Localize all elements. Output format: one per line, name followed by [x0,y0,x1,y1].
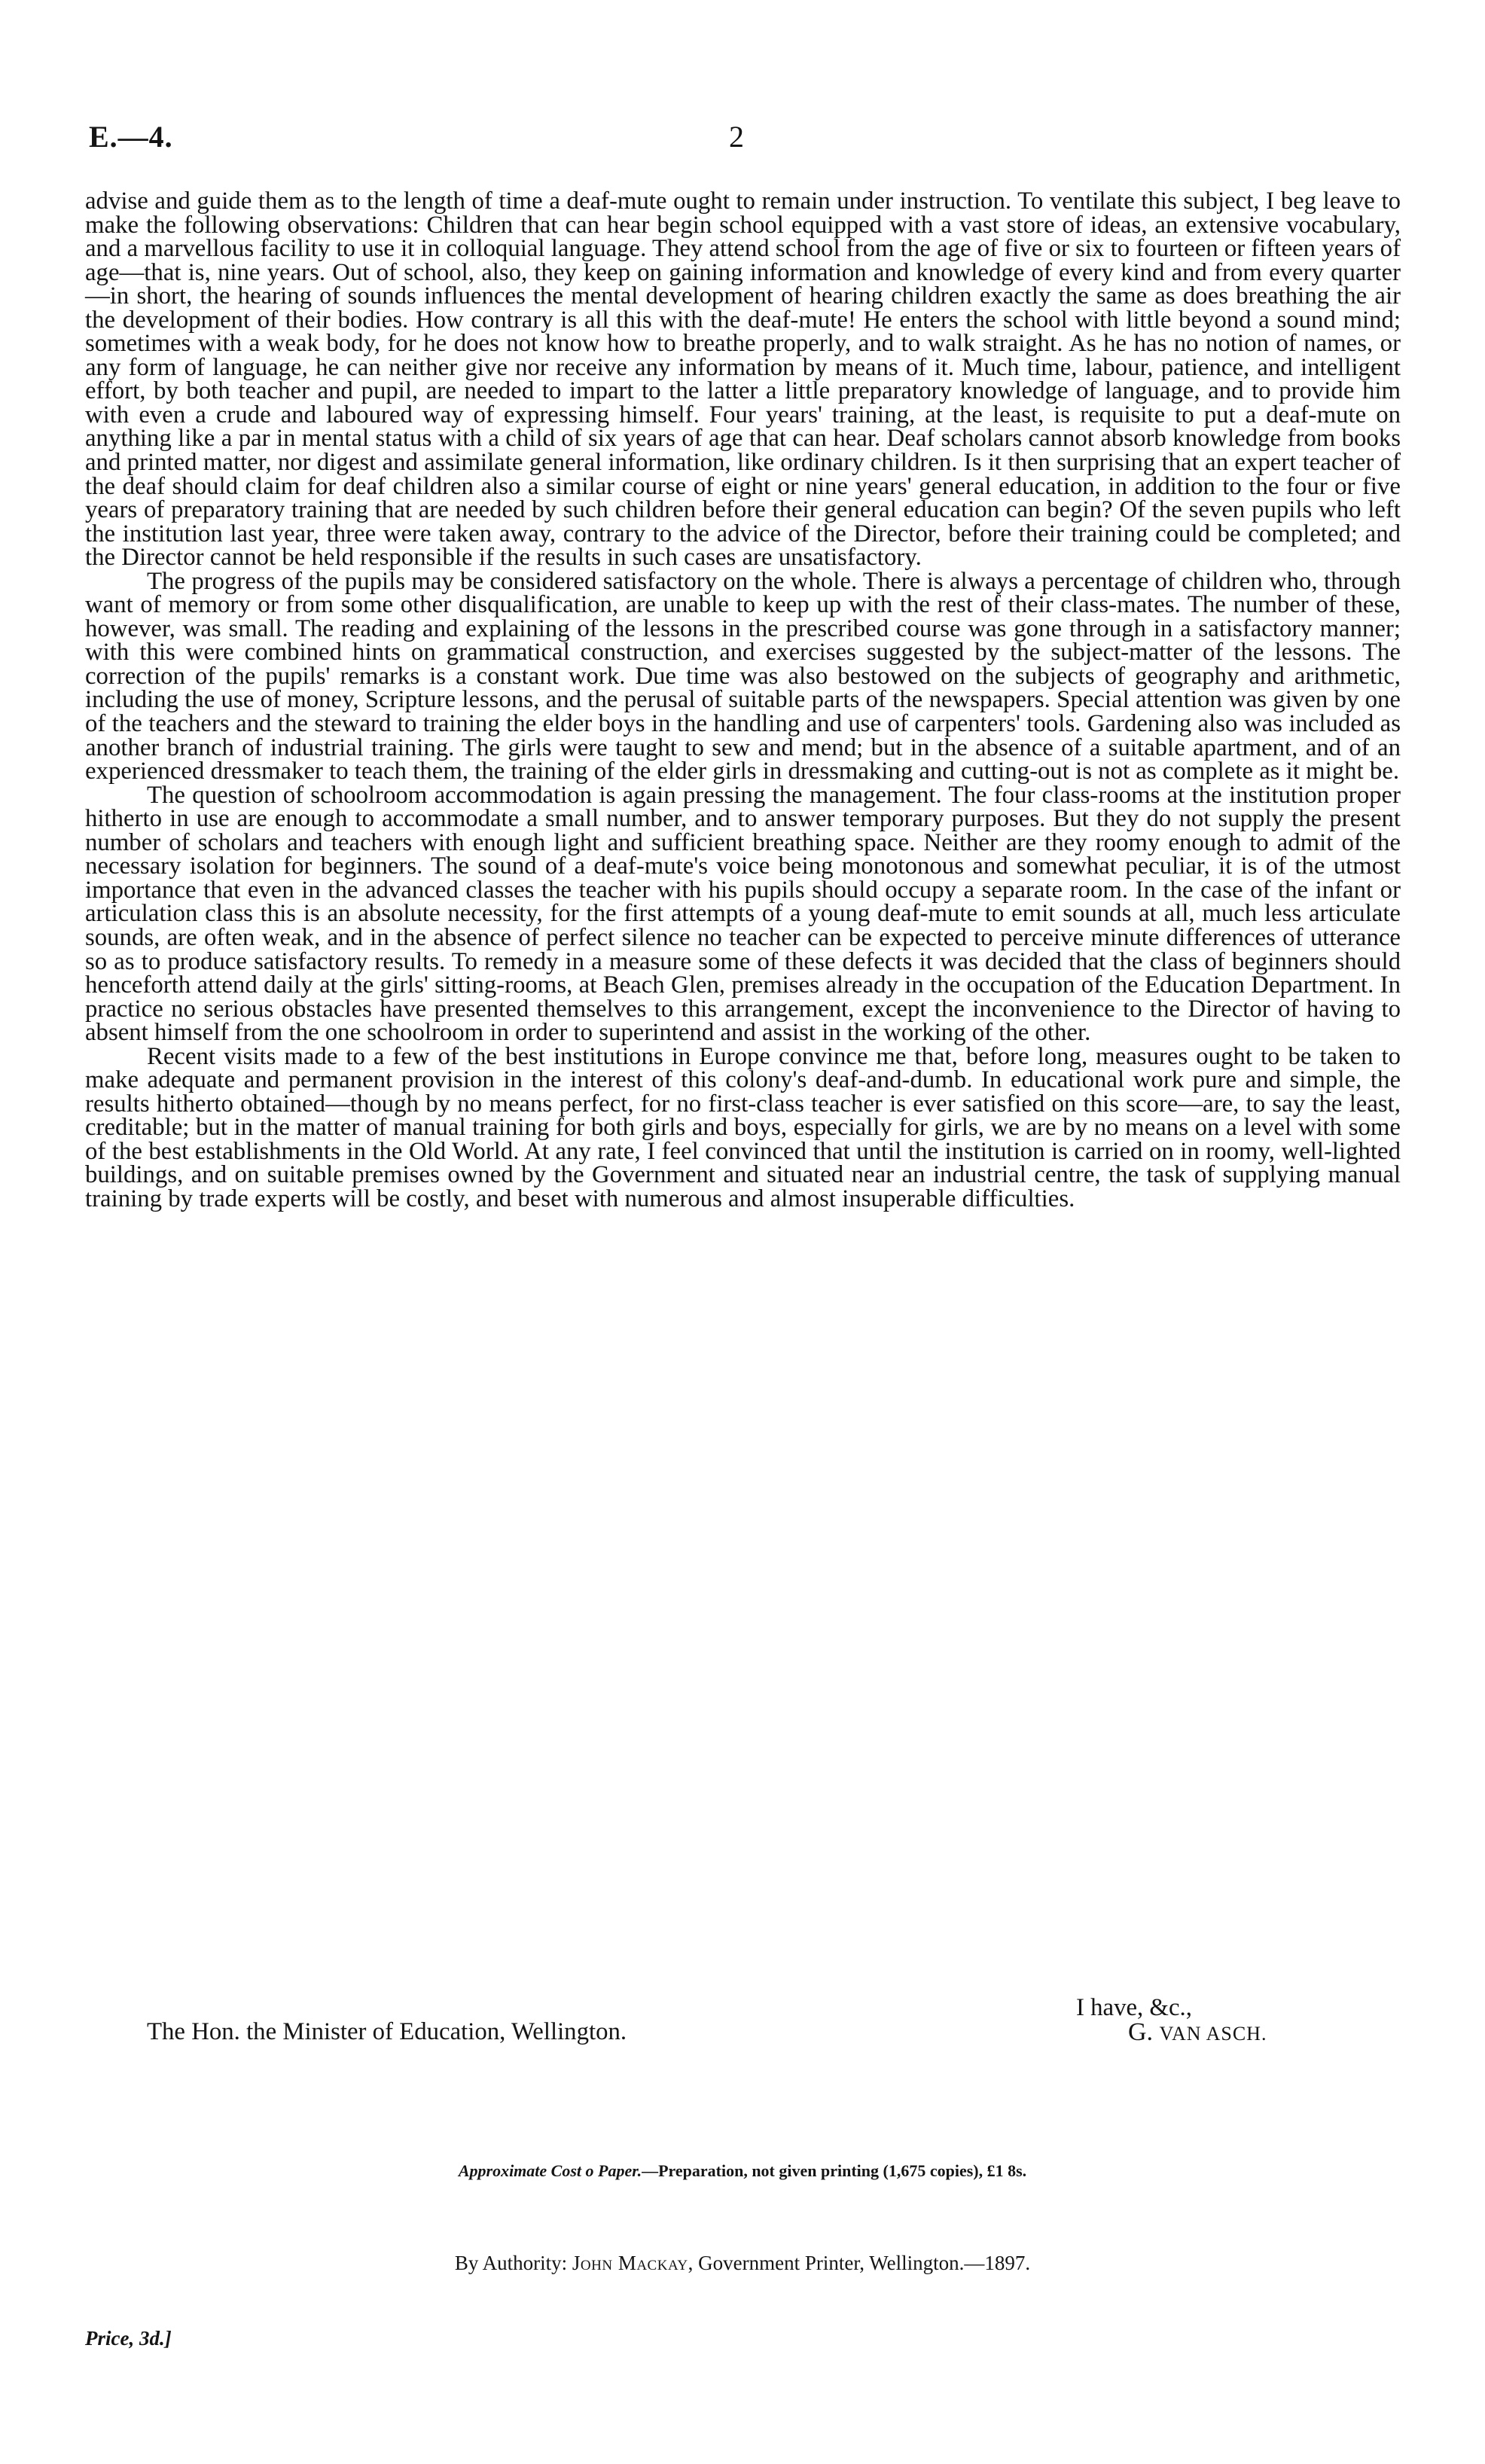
price: Price, 3d.] [85,2327,172,2350]
cost-label: Approximate Cost o Paper. [458,2161,642,2180]
signature [1128,2017,1267,2046]
cost-note [0,2161,1485,2181]
signature-surname: VAN ASCH. [1159,2022,1267,2045]
paragraph: The progress of the pupils may be considered satisfactory on the whole. There is always a percentage of children who, through want of memory or from some other disqualification, are unable to keep up with the rest of their class-mates. The number of these, however, was small. The reading and explaining of the lessons in the prescribed course was gone through in a satisfactory manner; with this were combined hints on grammatical construction, and exercises suggested by the subject-matter of the lessons. The correction of the pupils' remarks is a constant work. Due time was also bestowed on the subjects of geography and arithmetic, including the use of money, Scripture lessons, and the perusal of suitable parts of the newspapers. Special attention was given by one of the teachers and the steward to training the elder boys in the handling and use of carpenters' tools. Gardening also was included as another branch of industrial training. The girls were taught to sew and mend; but in the absence of a suitable apartment, and of an experienced dressmaker to teach them, the training of the elder girls in dressmaking and cutting-out is not as complete as it might be. [85,567,1401,785]
cost-text: —Preparation, not given printing (1,675 copies), £1 8s. [642,2161,1027,2180]
page-number: 2 [729,120,744,154]
printer-name: John Mackay [572,2252,688,2274]
paragraph: advise and guide them as to the length of time a deaf-mute ought to remain under instruction. To ventilate this subject, I beg leave to make the following observations: Children that can hear begin school equipped with a vast store of ideas, an extensive vocabulary, and a marvellous facility to use it in colloquial language. They attend school from the age of five or six to fourteen or fifteen years of age—that is, nine years. Out of school, also, they keep on gaining information and knowledge of every kind and from every quarter—in short, the hearing of sounds influences the mental development of hearing children exactly the same as does breathing the air the development of their bodies. How contrary is all this with the deaf-mute! He enters the school with little beyond a sound mind; sometimes with a weak body, for he does not know how to breathe properly, and to walk straight. As he has no notion of names, or any form of language, he can neither give nor receive any information by means of it. Much time, labour, patience, and intelligent effort, by both teacher and pupil, are needed to impart to the latter a little preparatory knowledge of language, and to provide him with even a crude and laboured way of expressing himself. Four years' training, at the least, is requisite to put a deaf-mute on anything like a par in mental status with a child of six years of age that can hear. Deaf scholars cannot absorb knowledge from books and printed matter, nor digest and assimilate general information, like ordinary children. Is it then surprising that an expert teacher of the deaf should claim for deaf children also a similar course of eight or nine years' general education, in addition to the four or five years of preparatory training that are needed by such children before their general education can begin? Of the seven pupils who left the institution last year, three were taken away, contrary to the advice of the Director, before their training could be completed; and the Director cannot be held responsible if the results in such cases are unsatisfactory. [85,188,1401,572]
addressee: The Hon. the Minister of Education, Wellington. [147,2017,627,2045]
paragraph: Recent visits made to a few of the best institutions in Europe convince me that, before long, measures ought to be taken to make adequate and permanent provision in the interest of this colony's deaf-and-dumb. In educational work pure and simple, the results hitherto obtained—though by no means perfect, for no first-class teacher is ever satisfied on this score—are, to say the least, creditable; but in the matter of manual training for both girls and boys, especially for girls, we are by no means on a level with some of the best establishments in the Old World. At any rate, I feel convinced that until the institution is carried on in roomy, well-lighted buildings, and on suitable premises owned by the Government and situated near an industrial centre, the task of supplying manual training by trade experts will be costly, and beset with numerous and almost insuperable difficulties. [85,1042,1401,1212]
authority-prefix: By Authority: [454,2252,572,2274]
paragraph: The question of schoolroom accommodation is again pressing the management. The four class-rooms at the institution proper hitherto in use are enough to accommodate a small number, and to answer temporary purposes. But they do not supply the present number of scholars and teachers with enough light and sufficient breathing space. Neither are they roomy enough to admit of the necessary isolation for beginners. The sound of a deaf-mute's voice being monotonous and somewhat peculiar, it is of the utmost importance that even in the advanced classes the teacher with his pupils should occupy a separate room. In the case of the infant or articulation class this is an absolute necessity, for the first attempts of a young deaf-mute to emit sounds at all, much less articulate sounds, are often weak, and in the absence of perfect silence no teacher can be expected to perceive minute differences of utterance so as to produce satisfactory results. To remedy in a measure some of these defects it was decided that the class of beginners should henceforth attend daily at the girls' sitting-rooms, at Beach Glen, premises already in the occupation of the Education Department. In practice no serious obstacles have presented themselves to this arrangement, except the inconvenience to the Director of having to absent himself from the one schoolroom in order to superintend and assist in the working of the other. [85,781,1401,1047]
sign-off: I have, &c., [1076,1994,1192,2021]
printer-authority [0,2252,1485,2275]
authority-suffix: , Government Printer, Wellington.—1897. [688,2252,1031,2274]
letter-closing [85,1996,1401,2044]
letter-body [85,190,1401,1212]
header-code: E.—4. [89,120,173,154]
signature-initial: G. [1128,2017,1160,2046]
